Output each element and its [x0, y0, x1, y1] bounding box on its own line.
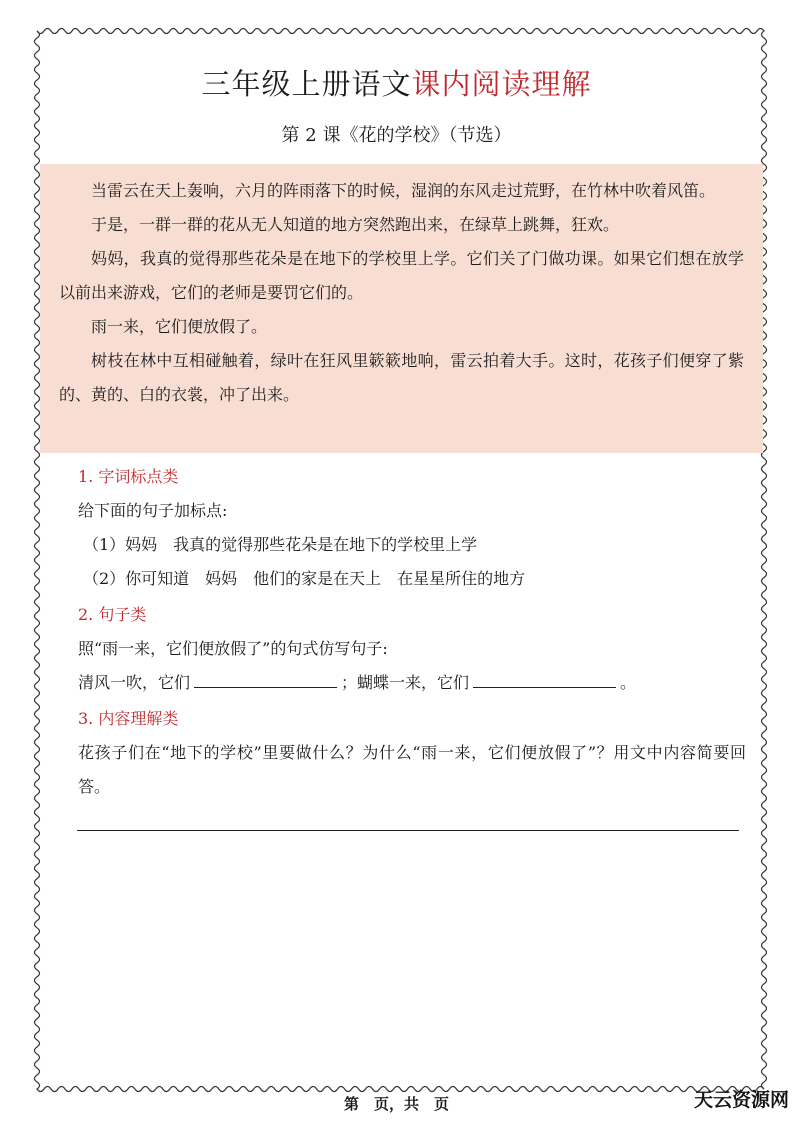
question-2 — [78, 598, 746, 700]
answer-blank-2[interactable] — [473, 667, 616, 688]
question-2-part1: 清风一吹，它们 — [78, 673, 191, 692]
page-title — [0, 62, 793, 103]
reading-passage — [40, 164, 763, 453]
answer-line[interactable] — [77, 830, 739, 831]
watermark: 天云资源网 — [693, 1089, 789, 1111]
question-2-prompt: 照“雨一来，它们便放假了”的句式仿写句子: — [78, 639, 388, 658]
question-3 — [78, 702, 746, 804]
title-highlight: 课内阅读理解 — [411, 67, 592, 101]
passage-paragraph: 雨一来，它们便放假了。 — [91, 317, 268, 336]
title-prefix: 三年级上册语文 — [201, 67, 412, 101]
question-3-prompt: 花孩子们在“地下的学校”里要做什么？为什么“雨一来，它们便放假了”？用文中内容简要回答。 — [78, 743, 746, 796]
passage-paragraph: 树枝在林中互相碰触着，绿叶在狂风里簌簌地响，雷云拍着大手。这时，花孩子们便穿了紫的、黄的、白的衣裳，冲了出来。 — [59, 351, 744, 404]
question-2-heading: 2. 句子类 — [78, 605, 147, 624]
answer-blank-1[interactable] — [194, 667, 337, 688]
page-footer: 第 页，共 页 — [343, 1095, 449, 1113]
passage-paragraph: 妈妈，我真的觉得那些花朵是在地下的学校里上学。它们关了门做功课。如果它们想在放学以前出来游戏，它们的老师是要罚它们的。 — [59, 249, 744, 302]
question-2-fill-line — [78, 666, 746, 700]
question-2-end: 。 — [620, 673, 637, 692]
question-2-sep: ；蝴蝶一来，它们 — [341, 673, 470, 692]
question-1-item: （2）你可知道 妈妈 他们的家是在天上 在星星所住的地方 — [83, 569, 526, 588]
question-1-item: （1）妈妈 我真的觉得那些花朵是在地下的学校里上学 — [83, 535, 478, 554]
question-3-heading: 3. 内容理解类 — [78, 709, 179, 728]
question-1 — [78, 460, 746, 596]
passage-paragraph: 当雷云在天上轰响，六月的阵雨落下的时候，湿润的东风走过荒野，在竹林中吹着风笛。 — [91, 181, 716, 200]
question-1-prompt: 给下面的句子加标点: — [78, 501, 228, 520]
lesson-subtitle: 第 2 课《花的学校》（节选） — [281, 125, 512, 146]
question-1-heading: 1. 字词标点类 — [78, 467, 179, 486]
passage-paragraph: 于是，一群一群的花从无人知道的地方突然跑出来，在绿草上跳舞，狂欢。 — [91, 215, 620, 234]
